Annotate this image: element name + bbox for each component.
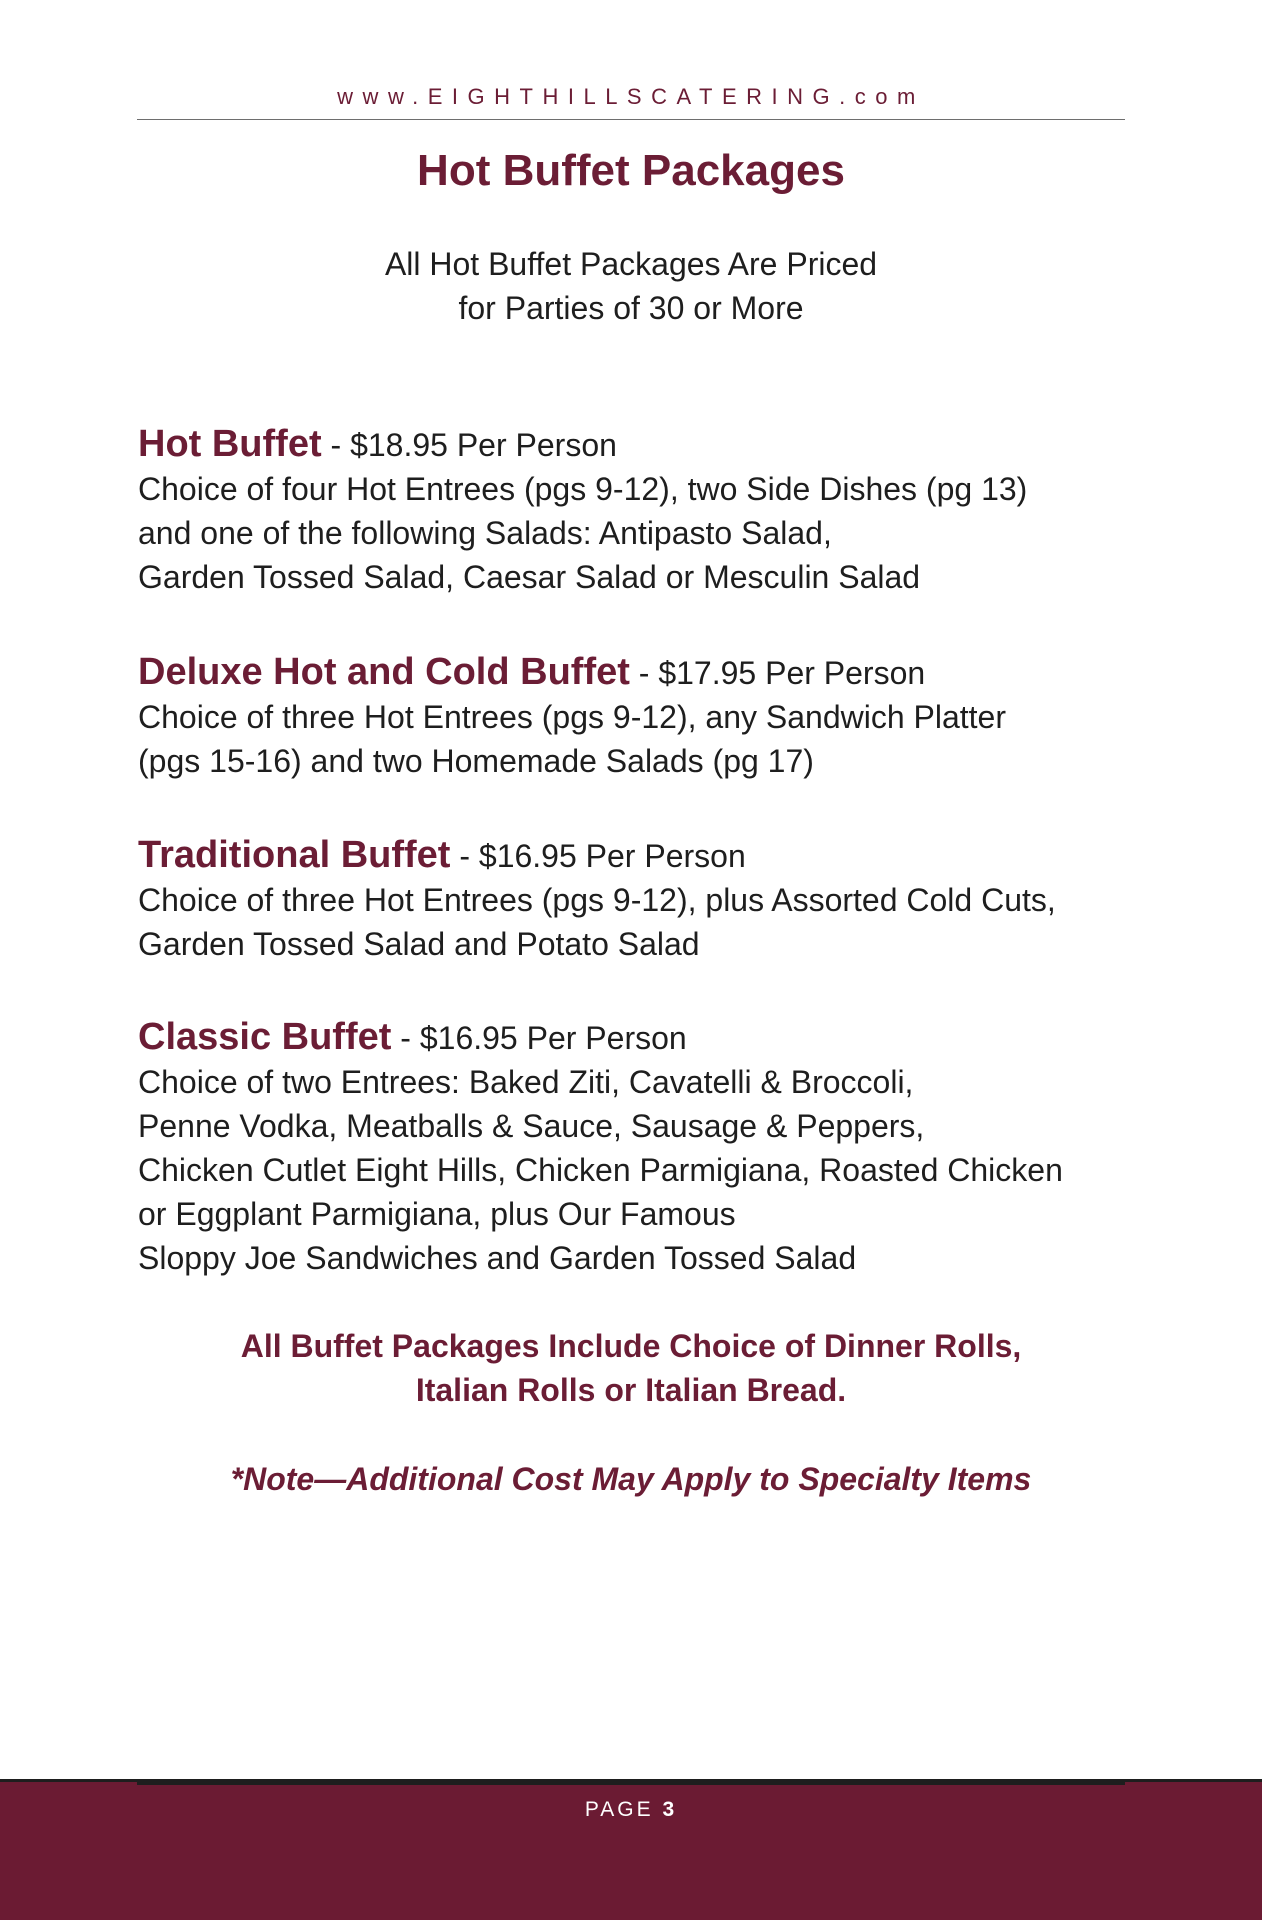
subtitle-line: All Hot Buffet Packages Are Priced [384,246,878,282]
footer-divider [137,1782,1125,1785]
subtitle-line: for Parties of 30 or More [458,290,804,326]
package-heading [138,1015,1138,1060]
description-line: Choice of three Hot Entrees (pgs 9-12), any Sandwich Platter [138,699,1006,735]
page-label: PAGE [584,1798,654,1821]
package-description [138,1060,1138,1280]
package-name: Deluxe Hot and Cold Buffet [138,651,630,693]
description-line: Garden Tossed Salad, Caesar Salad or Mesculin Salad [138,559,921,595]
package-description [138,695,1138,783]
package-description [138,878,1138,966]
package-price: - $18.95 Per Person [321,427,617,463]
included-line: All Buffet Packages Include Choice of Dinner Rolls, [240,1328,1022,1364]
package-heading [138,422,1138,467]
package-heading [138,650,1138,695]
page-number-value: 3 [662,1798,678,1821]
page-number [0,1798,1262,1822]
package-description [138,467,1138,599]
pricing-subtitle [0,242,1262,330]
description-line: (pgs 15-16) and two Homemade Salads (pg 17) [138,743,814,779]
description-line: Choice of two Entrees: Baked Ziti, Cavatelli & Broccoli, [138,1064,914,1100]
package-price: - $16.95 Per Person [450,838,746,874]
description-line: Choice of three Hot Entrees (pgs 9-12), plus Assorted Cold Cuts, [138,882,1056,918]
description-line: Penne Vodka, Meatballs & Sauce, Sausage & Peppers, [138,1108,925,1144]
page-title: Hot Buffet Packages [417,146,845,195]
header-divider [137,119,1125,120]
description-line: Sloppy Joe Sandwiches and Garden Tossed Salad [138,1240,857,1276]
description-line: and one of the following Salads: Antipasto Salad, [138,515,832,551]
included-line: Italian Rolls or Italian Bread. [415,1372,847,1408]
package-hot-buffet [138,422,1138,599]
website-url: www.EIGHTHILLSCATERING.com [337,84,925,109]
specialty-note: *Note—Additional Cost May Apply to Specialty Items [230,1461,1032,1497]
package-classic-buffet [138,1015,1138,1280]
package-name: Classic Buffet [138,1016,392,1058]
package-heading [138,833,1138,878]
description-line: or Eggplant Parmigiana, plus Our Famous [138,1196,736,1232]
package-price: - $16.95 Per Person [391,1020,687,1056]
description-line: Choice of four Hot Entrees (pgs 9-12), two Side Dishes (pg 13) [138,471,1028,507]
package-name: Traditional Buffet [138,834,451,876]
package-price: - $17.95 Per Person [629,655,926,691]
package-deluxe-hot-and-cold-buffet [138,650,1138,783]
package-traditional-buffet [138,833,1138,966]
package-name: Hot Buffet [138,423,322,465]
included-notice [0,1324,1262,1412]
description-line: Chicken Cutlet Eight Hills, Chicken Parmigiana, Roasted Chicken [138,1152,1063,1188]
description-line: Garden Tossed Salad and Potato Salad [138,926,700,962]
